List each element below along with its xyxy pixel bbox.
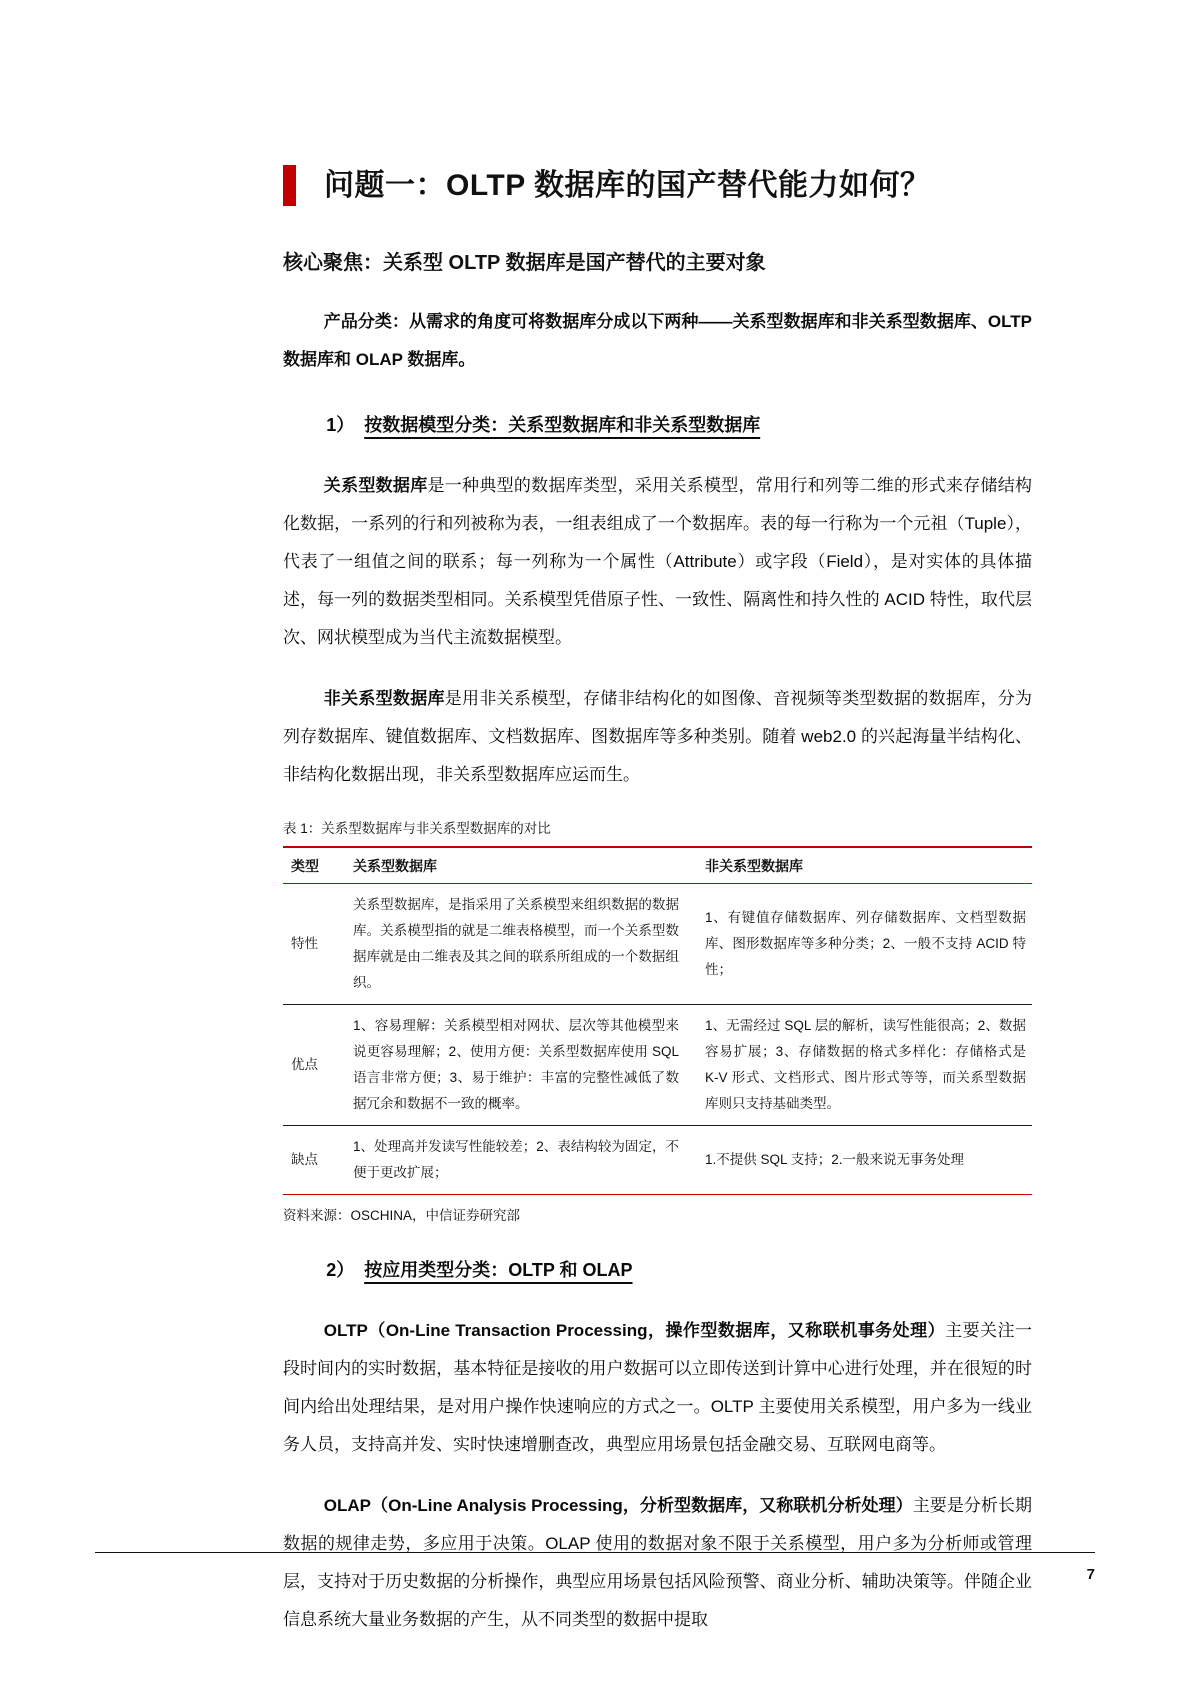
subsection-1-heading <box>283 411 1032 437</box>
table-row <box>283 1005 1032 1126</box>
comparison-table <box>283 846 1032 1195</box>
subsection-1-number: 1） <box>326 415 355 435</box>
red-accent-bar <box>283 165 296 206</box>
table-source: 资料来源：OSCHINA，中信证券研究部 <box>283 1208 521 1223</box>
subsection-2-number: 2） <box>326 1260 355 1280</box>
header-non-relational: 非关系型数据库 <box>699 847 1032 884</box>
header-type: 类型 <box>283 847 347 884</box>
relational-db-text: 是一种典型的数据库类型，采用关系模型，常用行和列等二维的形式来存储结构化数据，一系列的行和列被称为表，一组表组成了一个数据库。表的每一行称为一个元祖（Tuple），代表了一组值之间的联系；每一列称为一个属性（Attribute）或字段（Field），是对实体的具体描述，每一列的数据类型相同。关系模型凭借原子性、一致性、隔离性和持久性的 ACID 特性，取代层次、网状模型成为当代主流数据模型。 <box>283 476 1033 647</box>
oltp-lead: OLTP（On-Line Transaction Processing，操作型数据库，又称联机事务处理） <box>323 1321 946 1340</box>
header-relational: 关系型数据库 <box>347 847 699 884</box>
cell-relational: 关系型数据库，是指采用了关系模型来组织数据的数据库。关系模型指的就是二维表格模型，而一个关系型数据库就是由二维表及其之间的联系所组成的一个数据组织。 <box>347 884 699 1005</box>
non-relational-db-text: 是用非关系模型，存储非结构化的如图像、音视频等类型数据的数据库，分为列存数据库、键值数据库、文档数据库、图数据库等多种类别。随着 web2.0 的兴起海量半结构化、非结构化数据出现，非关系型数据库应运而生。 <box>283 689 1033 784</box>
cell-non-relational: 1、有键值存储数据库、列存储数据库、文档型数据库、图形数据库等多种分类；2、一般不支持 ACID 特性； <box>699 884 1032 1005</box>
page-number: 7 <box>1086 1566 1095 1583</box>
cell-type: 缺点 <box>291 1152 318 1167</box>
section-heading: 核心聚焦：关系型 OLTP 数据库是国产替代的主要对象 <box>283 252 766 274</box>
table-header-row <box>283 847 1032 884</box>
table-row <box>283 884 1032 1005</box>
cell-relational: 1、处理高并发读写性能较差；2、表结构较为固定，不便于更改扩展； <box>353 1139 679 1180</box>
cell-non-relational: 1、无需经过 SQL 层的解析，读写性能很高；2、数据容易扩展；3、存储数据的格式多样化：存储格式是 K-V 形式、文档形式、图片形式等等，而关系型数据库则只支持基础类型。 <box>699 1005 1032 1126</box>
intro-paragraph: 产品分类：从需求的角度可将数据库分成以下两种——关系型数据库和非关系型数据库、OLTP 数据库和 OLAP 数据库。 <box>283 312 1032 369</box>
cell-non-relational: 1.不提供 SQL 支持；2.一般来说无事务处理 <box>705 1152 965 1167</box>
olap-lead: OLAP（On-Line Analysis Processing，分析型数据库，又称联机分析处理） <box>323 1496 913 1515</box>
table-row <box>283 1126 1032 1195</box>
oltp-paragraph <box>283 1312 1032 1464</box>
subsection-2-heading <box>283 1256 1032 1282</box>
olap-paragraph <box>283 1487 1032 1639</box>
table-caption: 表 1：关系型数据库与非关系型数据库的对比 <box>283 821 551 836</box>
subsection-1-title: 按数据模型分类：关系型数据库和非关系型数据库 <box>364 415 761 435</box>
relational-db-paragraph <box>283 467 1032 657</box>
subsection-2-title: 按应用类型分类：OLTP 和 OLAP <box>364 1260 633 1280</box>
non-relational-db-paragraph <box>283 680 1032 794</box>
olap-text: 主要是分析长期数据的规律走势，多应用于决策。OLAP 使用的数据对象不限于关系模型，用户多为分析师或管理层，支持对于历史数据的分析操作，典型应用场景包括风险预警、商业分析、辅助决策等。伴随企业信息系统大量业务数据的产生，从不同类型的数据中提取 <box>283 1496 1033 1629</box>
page-title: 问题一：OLTP 数据库的国产替代能力如何？ <box>324 168 931 202</box>
cell-relational: 1、容易理解：关系模型相对网状、层次等其他模型来说更容易理解；2、使用方便：关系型数据库使用 SQL 语言非常方便；3、易于维护：丰富的完整性减低了数据冗余和数据不一致的概率。 <box>347 1005 699 1126</box>
cell-type: 优点 <box>283 1005 347 1126</box>
footer-divider <box>95 1552 1095 1553</box>
oltp-text: 主要关注一段时间内的实时数据，基本特征是接收的用户数据可以立即传送到计算中心进行处理，并在很短的时间内给出处理结果，是对用户操作快速响应的方式之一。OLTP 主要使用关系模型，用户多为一线业务人员，支持高并发、实时快速增删查改，典型应用场景包括金融交易、互联网电商等。 <box>283 1321 1033 1454</box>
cell-type: 特性 <box>283 884 347 1005</box>
content-column <box>283 165 1032 1662</box>
title-row <box>283 165 1032 206</box>
table-1-block <box>283 817 1032 1224</box>
relational-db-lead: 关系型数据库 <box>323 476 428 495</box>
non-relational-db-lead: 非关系型数据库 <box>323 689 445 708</box>
